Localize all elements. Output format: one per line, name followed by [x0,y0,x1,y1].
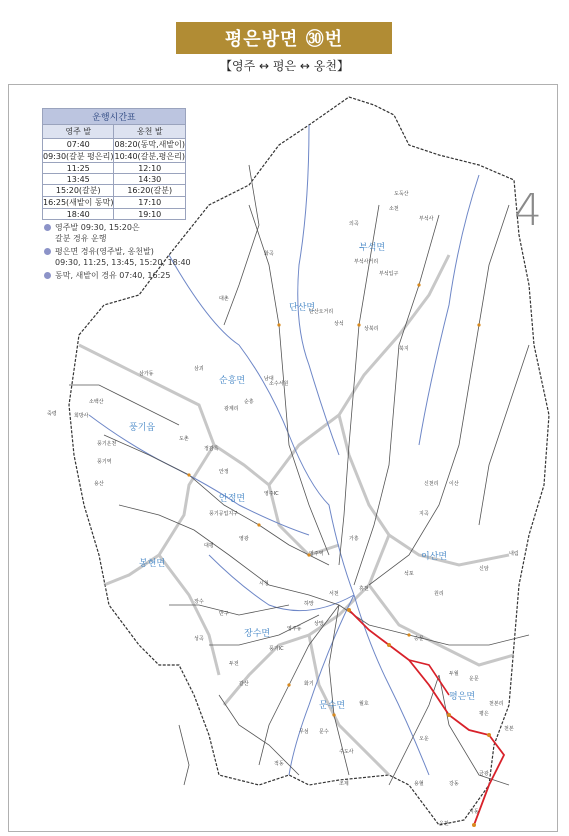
place-label: 용산 [94,481,104,487]
place-label: 도둑산 [394,191,409,197]
place-label: 정감록 [204,446,219,452]
place-label: 문수 [319,729,329,735]
departure-ongcheon: 17:10 [114,197,185,209]
departure-ongcheon: 10:40(갈분,평은리) [114,152,185,161]
departure-ongcheon: 19:10 [114,209,185,220]
place-label: 수도사 [339,749,354,755]
departure-ongcheon: 12:10 [114,163,185,174]
timetable-header: 옹천 발 [114,125,185,139]
place-label: 적동 [274,761,284,767]
place-label: 하망 [304,601,314,607]
place-label: 옹천 [439,821,449,827]
note-bullet-icon [44,224,51,231]
place-label: 도촌 [179,436,189,442]
place-label: 대촌 [219,296,229,302]
place-label: 오운 [419,736,429,742]
place-label: 시청 [259,581,269,587]
timetable-row [43,197,186,209]
place-label: 부석사거리 [354,259,379,265]
departure-yeongju: 15:20(갈분) [43,185,114,197]
district-label: 봉현면 [139,559,166,569]
place-label: 희방사 [74,413,89,419]
place-label: 천본 [504,726,514,732]
place-label: 소천 [389,206,399,212]
departure-ongcheon: 16:20(갈분) [114,185,185,197]
place-label: 가흥 [349,536,359,542]
place-label: 석포 [404,571,414,577]
place-label: 지동 [469,809,479,815]
district-label: 이산면 [421,552,448,562]
note-item: 평은면 경유(영주발, 옹천발) 09:30, 11:25, 13:45, 15:20, 18:40 [44,246,191,268]
district-label: 순흥면 [219,376,246,386]
district-label: 풍기읍 [129,423,156,433]
departure-yeongju: 18:40 [43,209,114,220]
departure-ongcheon: 14:30 [114,174,185,185]
place-label: 상석 [334,321,344,327]
place-label: 금광 [479,771,489,777]
place-label: 영주동 [287,626,302,632]
district-label: 단산면 [289,303,316,313]
departure-yeongju: 07:40 [43,139,114,151]
departure-yeongju: 13:45 [43,174,114,185]
place-label: 영광 [239,536,249,542]
place-label: 조제 [339,781,349,787]
place-label: 풍기IC [269,646,284,652]
place-label: 소수서원 [269,381,289,387]
page-number: 4 [514,185,542,236]
place-label: 원리 [434,591,444,597]
place-label: 화기 [304,681,314,687]
place-label: 용혈 [414,781,424,787]
place-label: 신천리 [424,481,439,487]
place-label: 내림 [509,551,519,557]
place-label: 갈산 [239,681,249,687]
place-label: 반구 [219,611,229,617]
place-label: 지곡 [419,511,429,517]
route-endpoints: 【영주 ↔ 평은 ↔ 옹천】 [220,59,349,73]
place-label: 소백산 [89,399,104,405]
timetable-row [43,139,186,151]
place-label: 상북리 [364,326,379,332]
district-label: 안정면 [219,494,246,504]
place-label: 두월 [449,671,459,677]
place-label: 평은 [479,711,489,717]
place-label: 화곡 [264,251,274,257]
district-label: 부석면 [359,243,386,253]
district-label: 문수면 [319,701,346,711]
place-label: 안정 [219,469,229,475]
place-labels [47,190,519,827]
timetable-row [43,151,186,163]
place-label: 풍기공업지구 [209,511,238,517]
place-label: 삼가동 [139,371,154,377]
place-label: 휴천 [359,586,369,592]
place-label: 북지 [399,346,409,352]
place-label: 풍기역 [97,459,112,465]
route-title: 평은방면 ㉚번 [224,29,344,50]
place-label: 남대 [264,376,274,382]
note-bullet-icon [44,248,51,255]
departure-yeongju: 11:25 [43,163,114,174]
place-label: 이산 [449,481,459,487]
place-label: 서천 [329,591,339,597]
district-label: 평은면 [449,692,476,702]
place-label: 단산오거리 [309,309,334,315]
place-label: 월호 [359,701,369,707]
place-label: 상망 [314,621,324,627]
place-label: 대평 [204,543,214,549]
bus-route-branch [409,660,449,695]
note-item: 영주발 09:30, 15:20은 갈분 경유 운행 [44,222,140,244]
place-label: 장수 [194,599,204,605]
timetable [42,108,186,220]
place-label: 영주IC [264,491,279,497]
place-label: 부석입구 [379,271,399,277]
place-label: 광계리 [224,406,239,412]
timetable-row [43,174,186,185]
note-bullet-icon [44,272,51,279]
bus-route-30 [349,610,504,825]
timetable-row [43,209,186,220]
route-title-banner [176,22,392,54]
place-label: 무섬 [299,729,309,735]
place-label: 성곡 [194,636,204,642]
timetable-title: 운행시간표 [43,109,186,125]
timetable-header: 영주 발 [43,125,114,139]
place-label: 의곡 [349,221,359,227]
rivers [89,125,479,775]
place-label: 승문 [414,636,424,642]
place-label: 삼괴 [194,366,204,372]
timetable-row [43,185,186,197]
place-label: 풍기온천 [97,441,117,447]
departure-ongcheon: 08:20(동막,새밭이) [114,140,185,149]
place-label: 신암 [479,566,489,572]
place-label: 순흥 [244,399,254,405]
place-label: 부석사 [419,216,434,222]
departure-yeongju: 16:25(새밭이 동막) [43,198,114,207]
district-label: 장수면 [244,629,271,639]
note-item: 동막, 새밭이 경유 07:40, 16:25 [44,270,170,281]
place-label: 천본리 [489,701,504,707]
place-label: 영주역 [309,551,324,557]
place-label: 죽령 [47,411,57,417]
place-label: 운문 [469,676,479,682]
place-label: 두전 [229,661,239,667]
place-label: 강동 [449,781,459,787]
timetable-row [43,163,186,174]
departure-yeongju: 09:30(갈분 평은리) [43,152,114,161]
